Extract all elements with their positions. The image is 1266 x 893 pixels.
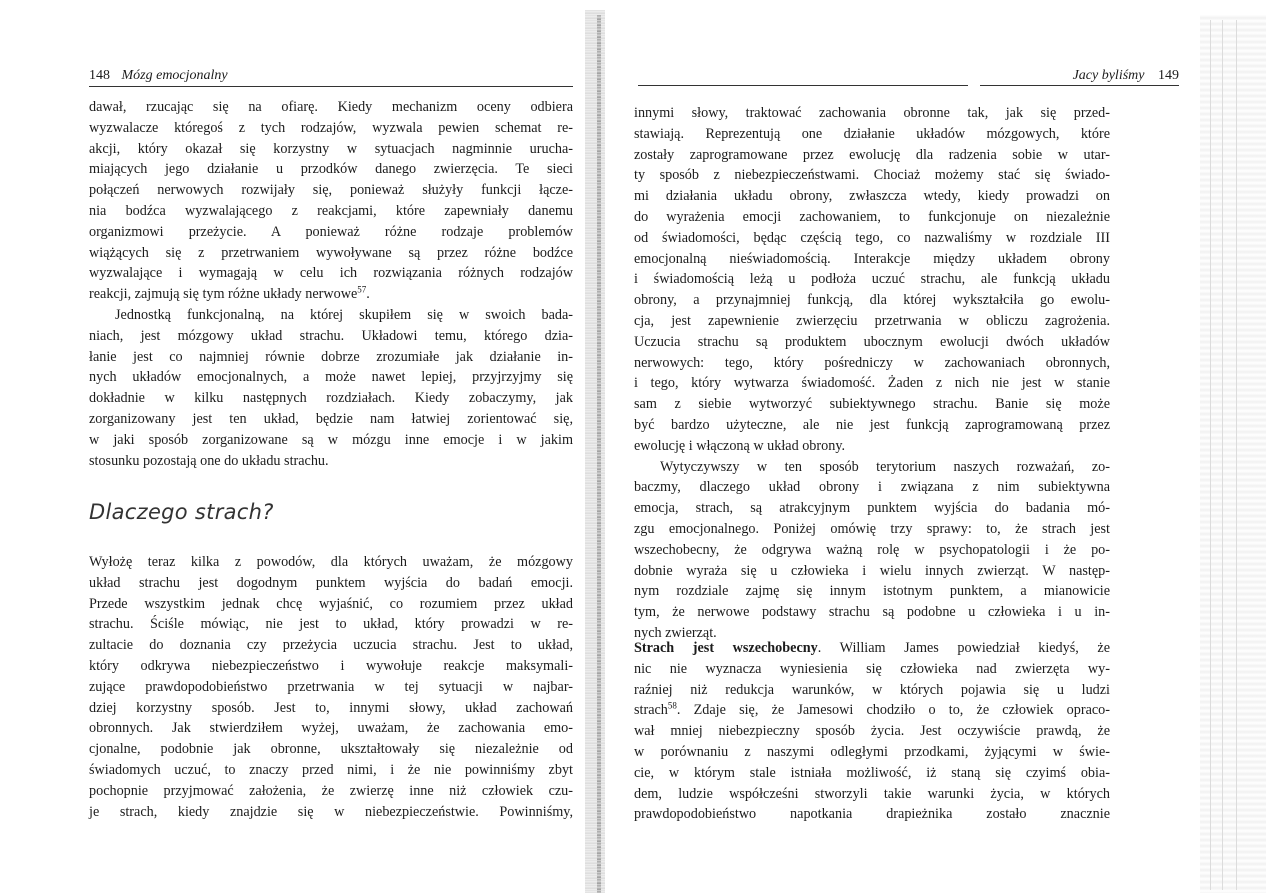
text-line: od świadomości, będąc częścią tego, co nazwaliśmy w rozdziale III bbox=[634, 229, 1110, 246]
text-line: układ strachu jest dogodnym punktem wyjścia do badań emocji. bbox=[89, 574, 573, 591]
left-page bbox=[0, 0, 590, 893]
text-line: obronnych. Jak stwierdziłem wyżej, uważam, że zachowania emo- bbox=[89, 720, 573, 737]
text-line: łanie jest co najmniej równie dobrze zrozumiałe jak działanie in- bbox=[89, 348, 573, 365]
text-line: Wytyczywszy w ten sposób terytorium naszych rozważań, zo- bbox=[660, 458, 1110, 475]
running-title: Jacy byliśmy bbox=[1072, 68, 1145, 83]
text-line: baczmy, dlaczego układ obrony i związana z nim subiektywna bbox=[634, 479, 1110, 496]
text-line: dziej korzystny sposób. Jest to, innymi słowy, układ zachowań bbox=[89, 699, 573, 716]
text-line: zostały zaprogramowane przez ewolucję dla radzenia sobie w utar- bbox=[634, 146, 1110, 163]
text-line: raźniej niż redukcja warunków, w których pojawia się u ludzi bbox=[634, 681, 1110, 698]
text-line: pochopnie przyjmować założenia, że zwierzę inne niż człowiek czu- bbox=[89, 782, 573, 799]
paragraph bbox=[89, 97, 573, 471]
paragraph bbox=[634, 103, 1110, 644]
page-number: 149 bbox=[1158, 68, 1179, 83]
text-line: cja, jest zapewnienie zwierzęciu przetrwania w obliczu zagrożenia. bbox=[634, 312, 1110, 329]
text-line: obrony, a przynajmniej funkcją, dla której wykształciła go ewolu- bbox=[634, 292, 1110, 309]
text-line: który odkrywa niebezpieczeństwo i wywołuje reakcje maksymali- bbox=[89, 657, 573, 674]
header-rule bbox=[638, 85, 968, 86]
paragraph bbox=[89, 552, 573, 822]
text-line: dawał, rzucając się na ofiarę. Kiedy mechanizm oceny odbiera bbox=[89, 99, 573, 115]
header-rule bbox=[980, 85, 1179, 86]
footnote-marker[interactable]: 58 bbox=[667, 700, 677, 711]
footnote-marker[interactable]: 57 bbox=[357, 284, 367, 295]
text-line: wszechobecny, że odgrywa ważną rolę w psychopatologii i że po- bbox=[634, 541, 1110, 558]
text-line: Przede wszystkim jednak chcę wyjaśnić, co rozumiem przez układ bbox=[89, 595, 573, 612]
text-line: nic nie wyznacza wyniesienia się człowieka nad zwierzęta wy- bbox=[634, 660, 1110, 677]
text-line: stawiają. Reprezentują one działanie układów mózgowych, które bbox=[634, 125, 1110, 142]
right-page-header bbox=[638, 66, 1179, 86]
text-line: je strach, kiedy znajdzie się w niebezpieczeństwie. Powinniśmy, bbox=[89, 803, 573, 820]
text-line: nerwowych: tego, który pośredniczy w zachowaniach obronnych, bbox=[634, 354, 1110, 371]
right-page bbox=[600, 0, 1266, 893]
text-line: cjonalne, podobnie jak obronne, ukształtowały się niezależnie od bbox=[89, 741, 573, 758]
text-line: nia bodźca wyzwalającego z reakcjami, które zapewniały danemu bbox=[89, 202, 573, 219]
text-line: niach, jest mózgowy układ strachu. Układowi temu, którego dzia- bbox=[89, 327, 573, 344]
text-line: innymi słowy, traktować zachowania obronne tak, jak się przed- bbox=[634, 105, 1110, 121]
text-line: zultacie do doznania czy przeżycia uczucia strachu. Jest to układ, bbox=[89, 637, 573, 654]
text-line: Jednostką funkcjonalną, na której skupiłem się w swoich bada- bbox=[115, 306, 573, 323]
text-line: mi działania układu obrony, zwłaszcza wtedy, kiedy prowadzi on bbox=[634, 188, 1110, 205]
text-line: dokładnie w kilku następnych rozdziałach. Kiedy zobaczymy, jak bbox=[89, 390, 573, 407]
text-line: emocjonalną nieświadomością. Interakcje między układem obrony bbox=[634, 250, 1110, 267]
section-heading: Dlaczego strach? bbox=[89, 500, 274, 524]
text-line: do wyrażenia emocji zachowaniem, to funkcjonuje on niezależnie bbox=[634, 208, 1110, 225]
running-title: Mózg emocjonalny bbox=[121, 68, 228, 83]
text-line: akcji, który okazał się korzystny w sytuacjach nagminnie urucha- bbox=[89, 140, 573, 157]
text-line: cie, w którym stale istniała możliwość, iż staną się czyimś obia- bbox=[634, 764, 1110, 781]
text-line: być bardzo użyteczne, ale nie jest funkcją zaprogramowaną przez bbox=[634, 416, 1110, 433]
text-line: wał mniej niebezpieczny sposób życia. Jest oczywiście prawdą, że bbox=[634, 723, 1110, 740]
page-number: 148 bbox=[89, 68, 110, 83]
text-line: wyzwalające i wymagają w celu ich rozwiązania różnych rodzajów bbox=[89, 265, 573, 282]
text-line: zujące prawdopodobieństwo przetrwania w tej sytuacji w najbar- bbox=[89, 678, 573, 695]
text-line: połączeń nerwowych rozwijały się, ponieważ służyły funkcji łącze- bbox=[89, 182, 573, 199]
text-line: emocja, strach, są atrakcyjnym punktem wyjścia do badania mó- bbox=[634, 500, 1110, 517]
text-line: tym, że nerwowe podstawy strachu są podobne u człowieka i u in- bbox=[634, 604, 1110, 621]
text-line: zorganizowany jest ten układ, będzie nam łatwiej zorientować się, bbox=[89, 410, 573, 427]
text-line: reakcji, zajmują się tym różne układy nerwowe$^{57}$. bbox=[89, 284, 370, 303]
text-line: wyzwalacze któregoś z tych rodzajów, wyzwala pewien schemat re- bbox=[89, 119, 573, 136]
text-line: stosunku pozostają one do układu strachu. bbox=[89, 452, 329, 469]
text-line: nych zwierząt. bbox=[634, 624, 717, 641]
text-line: strachu. Ściśle mówiąc, nie jest to układ, który prowadzi w re- bbox=[89, 616, 573, 633]
text-line: Uczucia strachu są produktem ubocznym ewolucji dwóch układów bbox=[634, 333, 1110, 350]
text-line: dem, ludzie współcześni stworzyli takie warunki życia, w których bbox=[634, 785, 1110, 802]
text-line: organizmowi przeżycie. A ponieważ różne rodzaje problemów bbox=[89, 223, 573, 240]
text-line: zgu emocjonalnego. Poniżej omówię trzy sprawy: to, że strach jest bbox=[634, 520, 1110, 537]
text-line: prawdopodobieństwo napotkania drapieżnika zostało znacznie bbox=[634, 806, 1110, 823]
text-line: w jaki sposób zorganizowane są w mózgu inne emocje i w jakim bbox=[89, 431, 573, 448]
text-line: miających jego działanie u przodków danego zwierzęcia. Te sieci bbox=[89, 161, 573, 178]
text-line: w porównaniu z naszymi odległymi przodkami, żyjącymi w świe- bbox=[634, 743, 1110, 760]
paragraph bbox=[634, 638, 1110, 825]
text-line: ty sposób z niebezpieczeństwami. Chociaż możemy stać się świado- bbox=[634, 167, 1110, 184]
text-line: i świadomością leżą u podłoża uczuć strachu, ale funkcją układu bbox=[634, 271, 1110, 288]
text-line: i tego, który wytwarza świadomość. Żaden z nich nie jest w stanie bbox=[634, 375, 1110, 392]
text-line: dobnie wyraża się u człowieka i wielu innych zwierząt. W następ- bbox=[634, 562, 1110, 579]
text-line: ewolucję i włączoną w układ obrony. bbox=[634, 437, 846, 454]
text-line: Wyłożę teraz kilka z powodów, dla których uważam, że mózgowy bbox=[89, 554, 573, 570]
text-line: nym rozdziale zajmę się innym istotnym punktem, a mianowicie bbox=[634, 583, 1110, 600]
paragraph-lead: Strach jest wszechobecny bbox=[634, 640, 818, 656]
text-line: Strach jest wszechobecny. William James powiedział kiedyś, że bbox=[634, 640, 1110, 656]
text-line: nych układów emocjonalnych, a może nawet lepiej, przyjrzyjmy się bbox=[89, 369, 573, 386]
text-line: strach$^{58}$. Zdaje się, że Jamesowi chodziło o to, że człowiek opraco- bbox=[634, 700, 1110, 719]
text-line: sam z siebie wytworzyć subiektywnego strachu. Banie się może bbox=[634, 396, 1110, 413]
text-line: wiążących się z przetrwaniem wywoływane są przez różne bodźce bbox=[89, 244, 573, 261]
left-page-header bbox=[89, 66, 573, 87]
text-line: świadomych uczuć, to znaczy przed nimi, i że nie powinniśmy zbyt bbox=[89, 761, 573, 778]
